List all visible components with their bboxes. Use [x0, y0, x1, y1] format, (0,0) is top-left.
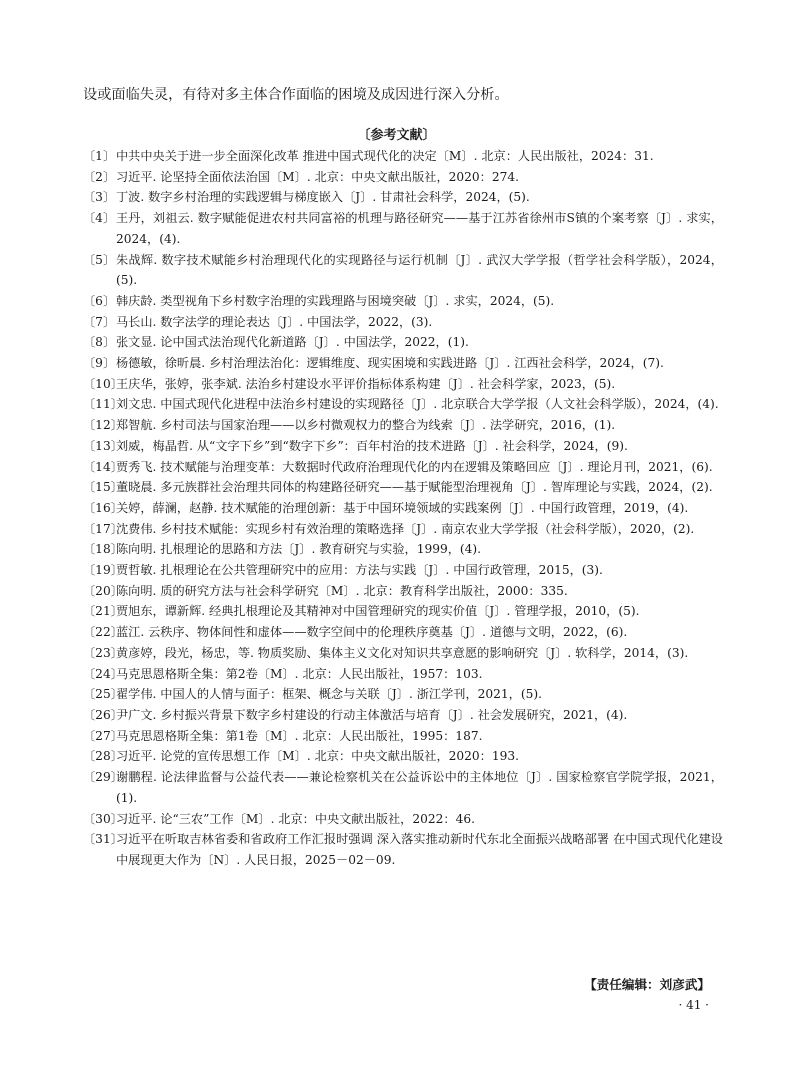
reference-item [83, 643, 723, 664]
reference-item [83, 746, 723, 767]
reference-text: 陈向明. 质的研究方法与社会科学研究〔M〕. 北京：教育科学出版社，2000：335. [116, 583, 568, 598]
reference-number: 〔1〕 [83, 149, 116, 163]
page-number: · 41 · [678, 998, 709, 1012]
reference-item [83, 684, 723, 705]
reference-item [83, 394, 723, 415]
reference-text: 蓝江. 云秩序、物体间性和虚体——数字空间中的伦理秩序奠基〔J〕. 道德与文明，2022，(6). [116, 625, 628, 640]
reference-number: 〔13〕 [83, 438, 123, 453]
reference-item [83, 436, 723, 457]
reference-text: 王庆华，张婷，张李斌. 法治乡村建设水平评价指标体系构建〔J〕. 社会科学家，2023，(5). [116, 376, 616, 391]
reference-item [83, 415, 723, 436]
reference-number: 〔18〕 [83, 542, 123, 557]
reference-number: 〔15〕 [83, 480, 123, 495]
reference-number: 〔7〕 [83, 314, 116, 329]
references-heading: 〔参考文献〕 [357, 128, 436, 143]
reference-number: 〔8〕 [83, 335, 116, 350]
reference-number: 〔2〕 [83, 169, 116, 184]
reference-number: 〔10〕 [83, 376, 123, 391]
reference-number: 〔26〕 [83, 707, 123, 722]
reference-item [83, 622, 723, 643]
reference-item [83, 477, 723, 498]
reference-item [83, 809, 723, 830]
lead-paragraph: 设或面临失灵，有待对多主体合作面临的困境及成因进行深入分析。 [83, 87, 509, 103]
reference-text: 董晓晨. 多元族群社会治理共同体的构建路径研究——基于赋能型治理视角〔J〕. 智库理论与实践，2024，(2). [116, 480, 713, 495]
reference-item [83, 457, 723, 478]
reference-text: 习近平. 论党的宣传思想工作〔M〕. 北京：中央文献出版社，2020：193. [116, 749, 520, 764]
reference-number: 〔4〕 [83, 211, 116, 226]
reference-text: 朱战辉. 数字技术赋能乡村治理现代化的实现路径与运行机制〔J〕. 武汉大学学报（哲学社会科学版），2024，(5). [116, 252, 723, 288]
reference-item [83, 581, 723, 602]
reference-text: 贾旭东，谭新辉. 经典扎根理论及其精神对中国管理研究的现实价值〔J〕. 管理学报，2010，(5). [116, 604, 640, 619]
reference-item [83, 187, 723, 208]
reference-number: 〔29〕 [83, 770, 123, 785]
reference-item [83, 250, 723, 291]
reference-item [83, 726, 723, 747]
reference-number: 〔17〕 [83, 521, 123, 536]
reference-text: 尹广文. 乡村振兴背景下数字乡村建设的行动主体激活与培育〔J〕. 社会发展研究，2021，(4). [116, 707, 628, 722]
reference-text: 中共中央关于进一步全面深化改革 推进中国式现代化的决定〔M〕. 北京：人民出版社，2024：31. [116, 149, 654, 163]
reference-number: 〔12〕 [83, 418, 123, 433]
reference-number: 〔14〕 [83, 459, 123, 474]
reference-item [83, 519, 723, 540]
reference-item [83, 829, 723, 870]
reference-item [83, 291, 723, 312]
reference-text: 张文显. 论中国式法治现代化新道路〔J〕. 中国法学，2022，(1). [116, 335, 469, 350]
reference-number: 〔27〕 [83, 728, 123, 743]
reference-text: 韩庆龄. 类型视角下乡村数字治理的实践理路与困境突破〔J〕. 求实，2024，(5). [116, 293, 555, 308]
reference-number: 〔28〕 [83, 749, 123, 764]
reference-item [83, 664, 723, 685]
reference-number: 〔25〕 [83, 687, 123, 702]
reference-text: 马长山. 数字法学的理论表达〔J〕. 中国法学，2022，(3). [116, 314, 433, 329]
reference-text: 刘威，梅晶哲. 从“文字下乡”到“数字下乡”：百年村治的技术进路〔J〕. 社会科学，2024，(9). [116, 438, 628, 453]
reference-text: 翟学伟. 中国人的人情与面子：框架、概念与关联〔J〕. 浙江学刊，2021，(5). [116, 687, 542, 702]
reference-number: 〔24〕 [83, 666, 123, 681]
reference-number: 〔30〕 [83, 811, 123, 826]
reference-number: 〔22〕 [83, 625, 123, 640]
reference-item [83, 498, 723, 519]
reference-text: 杨德敏，徐昕晨. 乡村治理法治化：逻辑维度、现实困境和实践进路〔J〕. 江西社会科学，2024，(7). [116, 356, 664, 371]
reference-text: 黄彦婷，段光，杨忠，等. 物质奖励、集体主义文化对知识共享意愿的影响研究〔J〕. 软科学，2014，(3). [116, 645, 689, 660]
reference-text: 习近平. 论“三农”工作〔M〕. 北京：中央文献出版社，2022：46. [116, 811, 475, 826]
reference-item [83, 167, 723, 188]
reference-text: 郑智航. 乡村司法与国家治理——以乡村微观权力的整合为线索〔J〕. 法学研究，2016，(1). [116, 418, 616, 433]
reference-item [83, 705, 723, 726]
reference-item [83, 353, 723, 374]
reference-number: 〔6〕 [83, 293, 116, 308]
reference-number: 〔3〕 [83, 190, 116, 205]
reference-text: 王丹，刘祖云. 数字赋能促进农村共同富裕的机理与路径研究——基于江苏省徐州市S镇的个案考察〔J〕. 求实，2024，(4). [116, 211, 723, 246]
reference-number: 〔16〕 [83, 500, 123, 515]
reference-text: 关婷，薛澜，赵静. 技术赋能的治理创新：基于中国环境领域的实践案例〔J〕. 中国行政管理，2019，(4). [116, 500, 689, 515]
reference-text: 习近平. 论坚持全面依法治国〔M〕. 北京：中央文献出版社，2020：274. [116, 169, 520, 184]
reference-text: 刘文忠. 中国式现代化进程中法治乡村建设的实现路径〔J〕. 北京联合大学学报（人文社会科学版），2024，(4). [116, 397, 719, 412]
reference-text: 贾秀飞. 技术赋能与治理变革：大数据时代政府治理现代化的内在逻辑及策略回应〔J〕. 理论月刊，2021，(6). [116, 459, 713, 474]
reference-number: 〔9〕 [83, 356, 116, 371]
reference-item [83, 539, 723, 560]
reference-text: 沈费伟. 乡村技术赋能：实现乡村有效治理的策略选择〔J〕. 南京农业大学学报（社会科学版），2020，(2). [116, 521, 695, 536]
reference-text: 丁波. 数字乡村治理的实践逻辑与梯度嵌入〔J〕. 甘肃社会科学，2024，(5). [116, 190, 530, 205]
reference-number: 〔31〕 [83, 832, 123, 847]
reference-item [83, 146, 723, 167]
reference-text: 贾哲敏. 扎根理论在公共管理研究中的应用：方法与实践〔J〕. 中国行政管理，2015，(3). [116, 563, 603, 578]
reference-number: 〔23〕 [83, 645, 123, 660]
reference-item [83, 312, 723, 333]
reference-text: 习近平在听取吉林省委和省政府工作汇报时强调 深入落实推动新时代东北全面振兴战略部署 在中国式现代化建设中展现更大作为〔N〕. 人民日报，2025－02－09. [116, 832, 723, 867]
reference-item [83, 208, 723, 249]
reference-text: 马克思恩格斯全集：第1卷〔M〕. 北京：人民出版社，1995：187. [116, 728, 483, 743]
reference-number: 〔21〕 [83, 604, 123, 619]
reference-text: 谢鹏程. 论法律监督与公益代表——兼论检察机关在公益诉讼中的主体地位〔J〕. 国家检察官学院学报，2021，(1). [116, 770, 723, 805]
reference-number: 〔19〕 [83, 563, 123, 578]
reference-number: 〔5〕 [83, 252, 116, 267]
reference-item [83, 601, 723, 622]
reference-item [83, 767, 723, 808]
reference-list [83, 146, 723, 871]
reference-number: 〔20〕 [83, 583, 123, 598]
reference-number: 〔11〕 [83, 397, 123, 412]
editor-credit: 【责任编辑：刘彦武】 [584, 977, 710, 992]
reference-item [83, 560, 723, 581]
reference-item [83, 332, 723, 353]
reference-item [83, 374, 723, 395]
reference-text: 陈向明. 扎根理论的思路和方法〔J〕. 教育研究与实验，1999，(4). [116, 542, 482, 557]
reference-text: 马克思恩格斯全集：第2卷〔M〕. 北京：人民出版社，1957：103. [116, 666, 483, 681]
